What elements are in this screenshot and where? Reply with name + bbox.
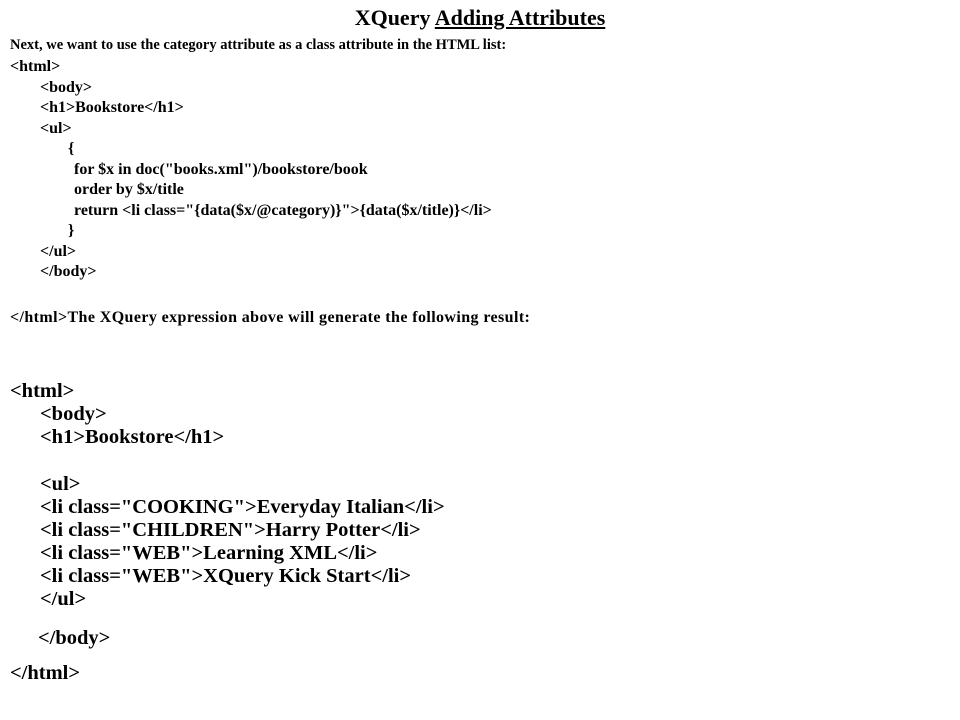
code-line: return <li class="{data($x/@category)}">{data($x/title)}</li> [74, 201, 492, 219]
result-code-block [10, 380, 445, 685]
intro-text: Next, we want to use the category attribute as a class attribute in the HTML list: [10, 37, 507, 53]
result-line: <html> [10, 380, 75, 402]
result-line: <li class="CHILDREN">Harry Potter</li> [40, 519, 421, 541]
result-line: <h1>Bookstore</h1> [40, 426, 225, 448]
result-line: </ul> [40, 588, 87, 610]
result-line: <li class="COOKING">Everyday Italian</li> [40, 496, 445, 518]
xquery-code-block [10, 57, 492, 283]
result-line: <body> [40, 403, 107, 425]
result-line: <li class="WEB">Learning XML</li> [40, 542, 378, 564]
result-line: </body> [38, 627, 111, 649]
result-line: </html> [10, 662, 81, 684]
result-line: <ul> [40, 473, 81, 495]
code-line: </ul> [40, 242, 77, 260]
title-underlined: Adding Attributes [434, 5, 606, 30]
code-line: <h1>Bookstore</h1> [40, 99, 184, 116]
code-line: <body> [40, 78, 93, 96]
result-line: <li class="WEB">XQuery Kick Start</li> [40, 565, 412, 587]
code-line: } [68, 222, 75, 239]
code-line: { [68, 140, 75, 157]
result-intro-text: </html>The XQuery expression above will generate the following result: [10, 309, 531, 326]
code-line: order by $x/title [74, 181, 184, 198]
code-line: </body> [40, 263, 97, 280]
code-line: <html> [10, 58, 61, 75]
slide-title [0, 4, 960, 32]
title-prefix: XQuery [354, 5, 435, 30]
code-line: for $x in doc("books.xml")/bookstore/book [74, 160, 368, 178]
code-line: <ul> [40, 119, 72, 137]
